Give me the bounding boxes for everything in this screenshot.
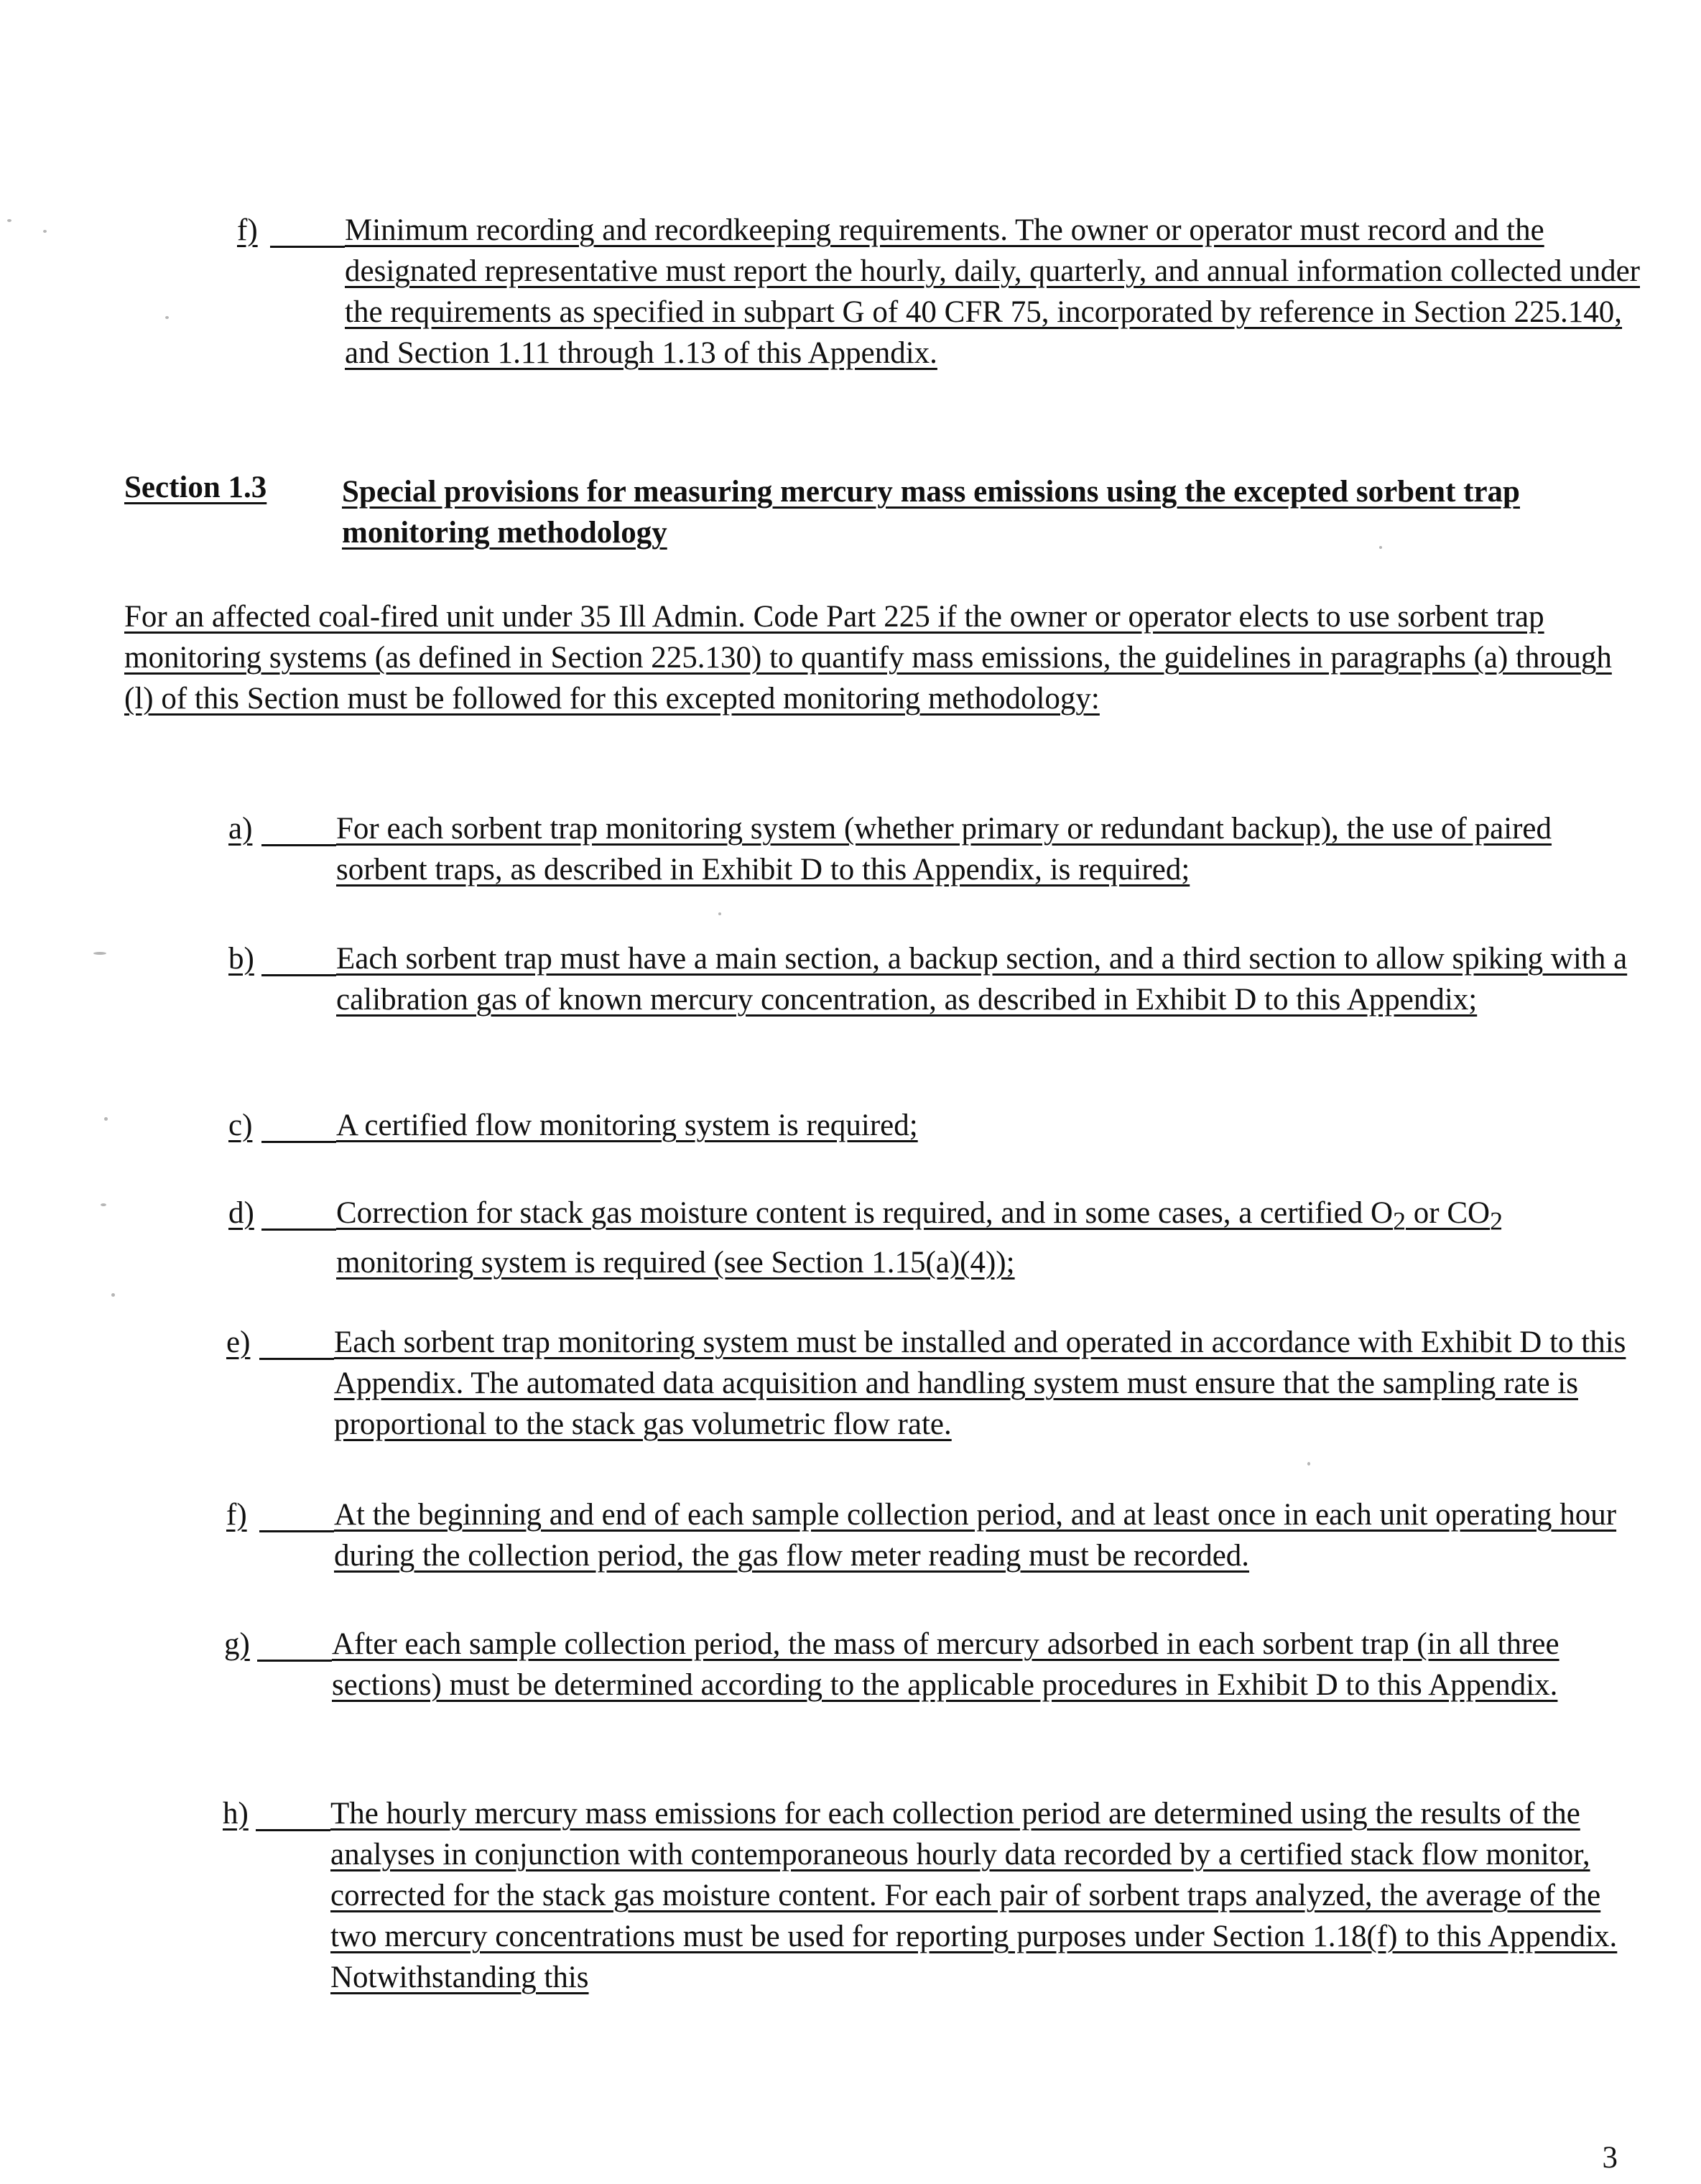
item-text-part: monitoring system is required (see Section 1.15(a)(4));: [336, 1245, 1015, 1280]
item-text: For each sorbent trap monitoring system (whether primary or redundant backup), the use of paired sorbent traps, as described in Exhibit D to this Appendix, is required;: [336, 812, 1552, 887]
item-label: [226, 1322, 334, 1363]
section-number: Section 1.3: [124, 471, 267, 504]
item-label-text: c): [228, 1109, 253, 1142]
item-text: [336, 1193, 1629, 1283]
label-rule: [256, 1829, 330, 1831]
intro-paragraph: For an affected coal-fired unit under 35 Ill Admin. Code Part 225 if the owner or operator elects to use sorbent trap monitoring systems (as defined in Section 225.130) to quantify mass emissions, the guidelines in paragraphs (a) through (l) of this Section must be followed for this excepted monitoring methodology:: [124, 600, 1612, 716]
o2-subscript: 2: [1393, 1206, 1406, 1236]
item-label-text: d): [228, 1196, 254, 1230]
item-label-text: e): [226, 1325, 251, 1359]
item-label: [237, 210, 345, 251]
item-label: [228, 938, 336, 979]
item-label-text: b): [228, 942, 254, 976]
item-label-text: a): [228, 812, 253, 846]
item-text-part: Correction for stack gas moisture content is required, and in some cases, a certified O: [336, 1196, 1394, 1230]
item-text: The hourly mercury mass emissions for each collection period are determined using the results of the analyses in conjunction with contemporaneous hourly data recorded by a certified stack flow monitor, corrected for the stack gas moisture content. For each pair of sorbent traps analyzed, the average of the two mercury concentrations must be used for reporting purposes under Section 1.18(f) to this Appendix. Notwithstanding this: [330, 1797, 1618, 1994]
label-rule: [259, 1530, 334, 1532]
label-rule: [261, 974, 336, 976]
item-label: [228, 1105, 336, 1146]
scan-speck: [165, 316, 169, 319]
item-text: A certified flow monitoring system is required;: [336, 1109, 918, 1142]
item-label: [228, 1193, 336, 1234]
item-label-text: g): [224, 1627, 250, 1661]
item-label-text: f): [226, 1498, 247, 1532]
scan-speck: [111, 1293, 115, 1297]
label-rule: [261, 1228, 336, 1231]
page-number: 3: [1602, 2141, 1618, 2175]
scan-speck: [7, 219, 11, 222]
item-label: [223, 1793, 330, 1834]
item-text: Minimum recording and recordkeeping requirements. The owner or operator must record and the designated representative must report the hourly, daily, quarterly, and annual information collected under the requirements as specified in subpart G of 40 CFR 75, incorporated by reference in Section 225.140, and Section 1.11 through 1.13 of this Appendix.: [345, 213, 1640, 370]
item-label-text: f): [237, 213, 258, 247]
label-rule: [261, 1141, 336, 1143]
label-rule: [259, 1358, 334, 1360]
scan-speck: [104, 1117, 108, 1121]
item-text: Each sorbent trap monitoring system must be installed and operated in accordance with Exhibit D to this Appendix. The automated data acquisition and handling system must ensure that the sampling rate is proportional to the stack gas volumetric flow rate.: [334, 1325, 1626, 1441]
item-text: At the beginning and end of each sample collection period, and at least once in each unit operating hour during the collection period, the gas flow meter reading must be recorded.: [334, 1498, 1617, 1573]
item-text: Each sorbent trap must have a main section, a backup section, and a third section to allow spiking with a calibration gas of known mercury concentration, as described in Exhibit D to this Appendix;: [336, 942, 1628, 1017]
scan-speck: [1379, 546, 1382, 549]
item-label: [228, 808, 336, 849]
label-rule: [270, 246, 345, 248]
label-rule: [261, 844, 336, 846]
item-label: [226, 1494, 334, 1535]
scan-speck: [43, 230, 47, 233]
scan-speck: [101, 1203, 106, 1206]
item-text-part: or CO: [1406, 1196, 1491, 1230]
section-heading: [124, 467, 1590, 553]
item-text: After each sample collection period, the mass of mercury adsorbed in each sorbent trap (in all three sections) must be determined according to the applicable procedures in Exhibit D to this Appendix.: [332, 1627, 1559, 1702]
label-rule: [257, 1660, 332, 1662]
scan-speck: [718, 912, 721, 915]
co2-subscript: 2: [1490, 1206, 1503, 1236]
scan-speck: [93, 952, 106, 955]
section-title: Special provisions for measuring mercury mass emissions using the excepted sorbent trap monitoring methodology: [342, 475, 1520, 550]
item-label-text: h): [223, 1797, 249, 1831]
item-label: [224, 1624, 332, 1665]
scan-speck: [1307, 1462, 1310, 1466]
